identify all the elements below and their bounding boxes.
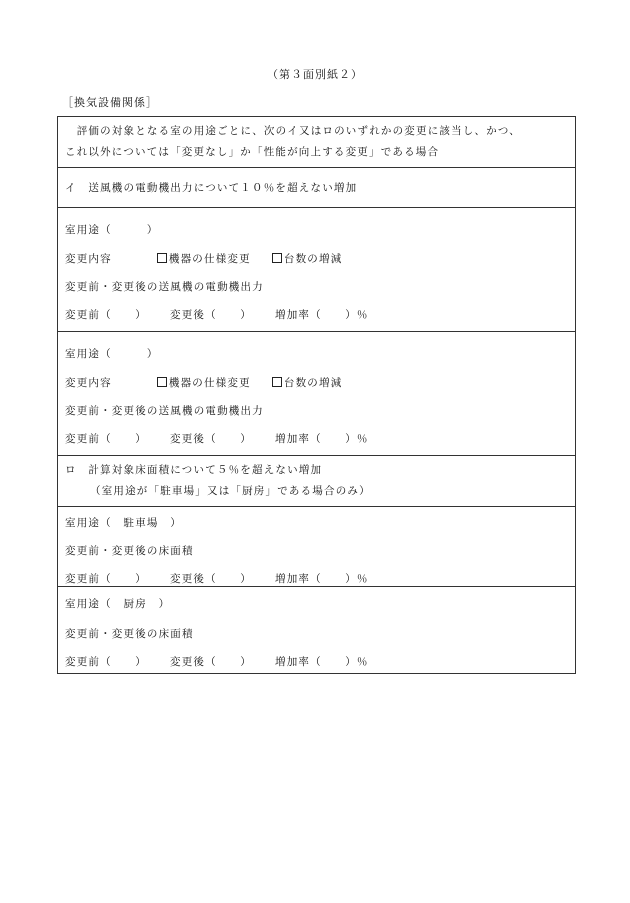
- section-ro-heading-row: [58, 456, 575, 507]
- room-use-parking[interactable]: 室用途（ 駐車場 ）: [65, 517, 182, 529]
- option-unit-count-label: 台数の増減: [283, 377, 343, 389]
- after-value-field[interactable]: 変更後（ ）: [170, 656, 252, 668]
- compare-label: 変更前・変更後の送風機の電動機出力: [65, 405, 264, 417]
- change-content-row: [65, 251, 342, 266]
- compare-label: 変更前・変更後の送風機の電動機出力: [65, 281, 264, 293]
- after-value-field[interactable]: 変更後（ ）: [170, 573, 252, 585]
- values-row: [65, 571, 369, 586]
- increase-rate-field[interactable]: 増加率（ ）％: [275, 573, 369, 585]
- change-content-label: 変更内容: [65, 377, 112, 389]
- before-value-field[interactable]: 変更前（ ）: [65, 656, 147, 668]
- option-unit-count-label: 台数の増減: [283, 253, 343, 265]
- section-ro-note: （室用途が「駐車場」又は「厨房」である場合のみ）: [90, 485, 371, 497]
- before-value-field[interactable]: 変更前（ ）: [65, 573, 147, 585]
- intro-line-1: 評価の対象となる室の用途ごとに、次のイ又はロのいずれかの変更に該当し、かつ、: [65, 125, 521, 137]
- section-i-block-1: [58, 208, 575, 332]
- intro-line-2: これ以外については「変更なし」か「性能が向上する変更」である場合: [65, 146, 440, 158]
- option-spec-change-label: 機器の仕様変更: [168, 253, 251, 265]
- room-use-field[interactable]: 室用途（ ）: [65, 224, 159, 236]
- room-use-field[interactable]: 室用途（ ）: [65, 348, 159, 360]
- values-row: [65, 431, 369, 446]
- increase-rate-field[interactable]: 増加率（ ）％: [275, 309, 369, 321]
- intro-row: [58, 117, 575, 168]
- compare-label: 変更前・変更後の床面積: [65, 628, 194, 640]
- option-spec-change-label: 機器の仕様変更: [168, 377, 251, 389]
- section-i-heading: イ 送風機の電動機出力について１０％を超えない増加: [65, 182, 358, 194]
- change-content-row: [65, 375, 342, 390]
- after-value-field[interactable]: 変更後（ ）: [170, 309, 252, 321]
- checkbox-unit-count[interactable]: [272, 253, 282, 263]
- section-i-heading-row: [58, 168, 575, 208]
- values-row: [65, 654, 369, 669]
- values-row: [65, 307, 369, 322]
- checkbox-spec-change[interactable]: [157, 253, 167, 263]
- section-ro-heading: ロ 計算対象床面積について５％を超えない増加: [65, 464, 323, 476]
- document-title: （第３面別紙２）: [267, 68, 363, 81]
- increase-rate-field[interactable]: 増加率（ ）％: [275, 656, 369, 668]
- ventilation-form-table: [57, 116, 576, 674]
- room-use-kitchen[interactable]: 室用途（ 厨房 ）: [65, 598, 171, 610]
- section-label: ［換気設備関係］: [62, 96, 158, 109]
- after-value-field[interactable]: 変更後（ ）: [170, 433, 252, 445]
- section-ro-block-parking: [58, 507, 575, 587]
- before-value-field[interactable]: 変更前（ ）: [65, 433, 147, 445]
- checkbox-unit-count[interactable]: [272, 377, 282, 387]
- section-i-block-2: [58, 332, 575, 456]
- increase-rate-field[interactable]: 増加率（ ）％: [275, 433, 369, 445]
- section-ro-block-kitchen: [58, 587, 575, 673]
- checkbox-spec-change[interactable]: [157, 377, 167, 387]
- compare-label: 変更前・変更後の床面積: [65, 545, 194, 557]
- before-value-field[interactable]: 変更前（ ）: [65, 309, 147, 321]
- change-content-label: 変更内容: [65, 253, 112, 265]
